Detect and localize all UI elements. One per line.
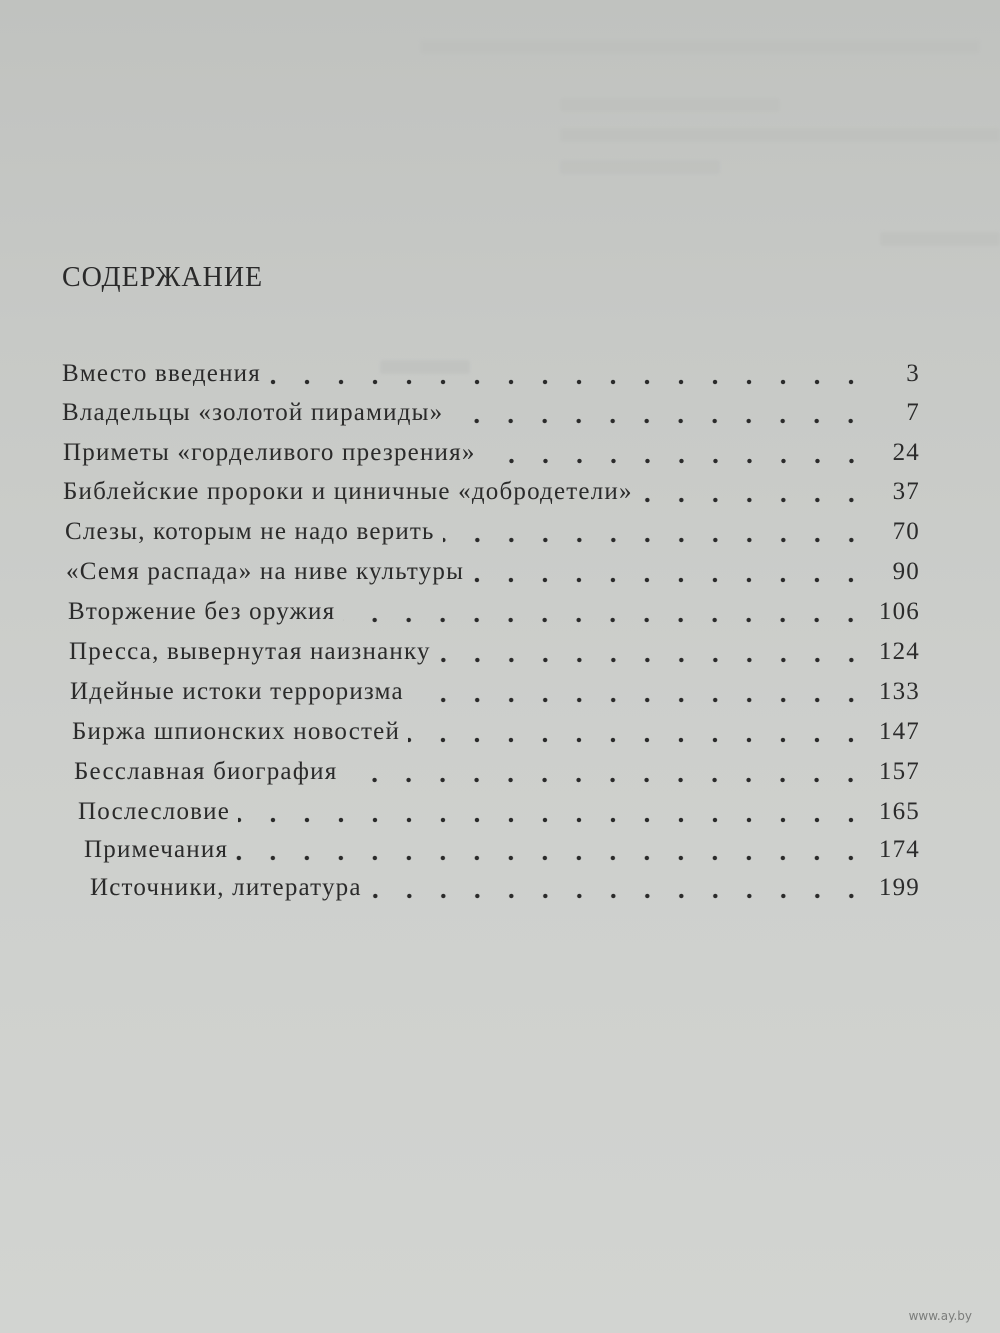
dot-leader [343,615,868,625]
toc-entry-page: 199 [878,874,920,901]
toc-entry [72,718,920,752]
toc-entry [62,399,920,433]
toc-entry-page: 24 [892,439,920,466]
toc-entry-page: 157 [878,758,920,785]
toc-entry-page: 3 [906,360,920,387]
toc-entry-title: Бесславная биография [74,758,338,785]
toc-entry-title: Источники, литература [90,874,362,901]
toc-entry-title: Приметы «горделивого презрения» [63,439,476,466]
toc-entry [90,874,920,908]
toc-entry-title: Вторжение без оружия [68,598,336,625]
toc-entry [65,518,920,552]
toc-entry-page: 174 [878,836,920,863]
toc-entry-title: «Семя распада» на ниве культуры [66,558,465,585]
toc-entry-page: 165 [878,798,920,825]
toc-entry [63,478,920,512]
toc-entry-page: 7 [906,399,920,426]
toc-entry [70,678,920,712]
toc-entry [62,360,920,394]
dot-leader [443,535,868,545]
toc-entry [74,758,920,792]
dot-leader [408,735,868,745]
toc-entry [66,558,920,592]
dot-leader [641,495,868,505]
toc-entry-page: 37 [892,478,920,505]
dot-leader [238,815,868,825]
toc-entry [69,638,920,672]
toc-entry-page: 106 [878,598,920,625]
toc-entry-page: 90 [892,558,920,585]
toc-entry-page: 147 [878,718,920,745]
toc-entry [68,598,920,632]
toc-entry-title: Библейские пророки и циничные «добродетели» [63,478,633,505]
toc-entry-page: 133 [878,678,920,705]
toc-entry-title: Слезы, которым не надо верить [65,518,435,545]
toc-entry [84,836,920,870]
dot-leader [472,575,868,585]
toc-entry-title: Послесловие [78,798,231,825]
dot-leader [412,695,868,705]
toc-entry-title: Биржа шпионских новостей [72,718,401,745]
dot-leader [439,655,868,665]
dot-leader [236,853,868,863]
dot-leader [451,416,868,426]
toc-entry-title: Примечания [84,836,229,863]
toc-heading: СОДЕРЖАНИЕ [62,262,264,293]
toc-entry-title: Вместо введения [62,360,261,387]
toc-entry-page: 70 [892,518,920,545]
dot-leader [345,775,868,785]
toc-entry-page: 124 [878,638,920,665]
toc-entry-title: Пресса, вывернутая наизнанку [69,638,431,665]
toc-entry-title: Идейные истоки терроризма [70,678,404,705]
toc-entry-title: Владельцы «золотой пирамиды» [62,399,444,426]
dot-leader [484,456,868,466]
toc-entry [63,439,920,473]
watermark: www.ay.by [908,1309,972,1323]
dot-leader [370,891,868,901]
toc-entry [78,798,920,832]
dot-leader [269,377,868,387]
